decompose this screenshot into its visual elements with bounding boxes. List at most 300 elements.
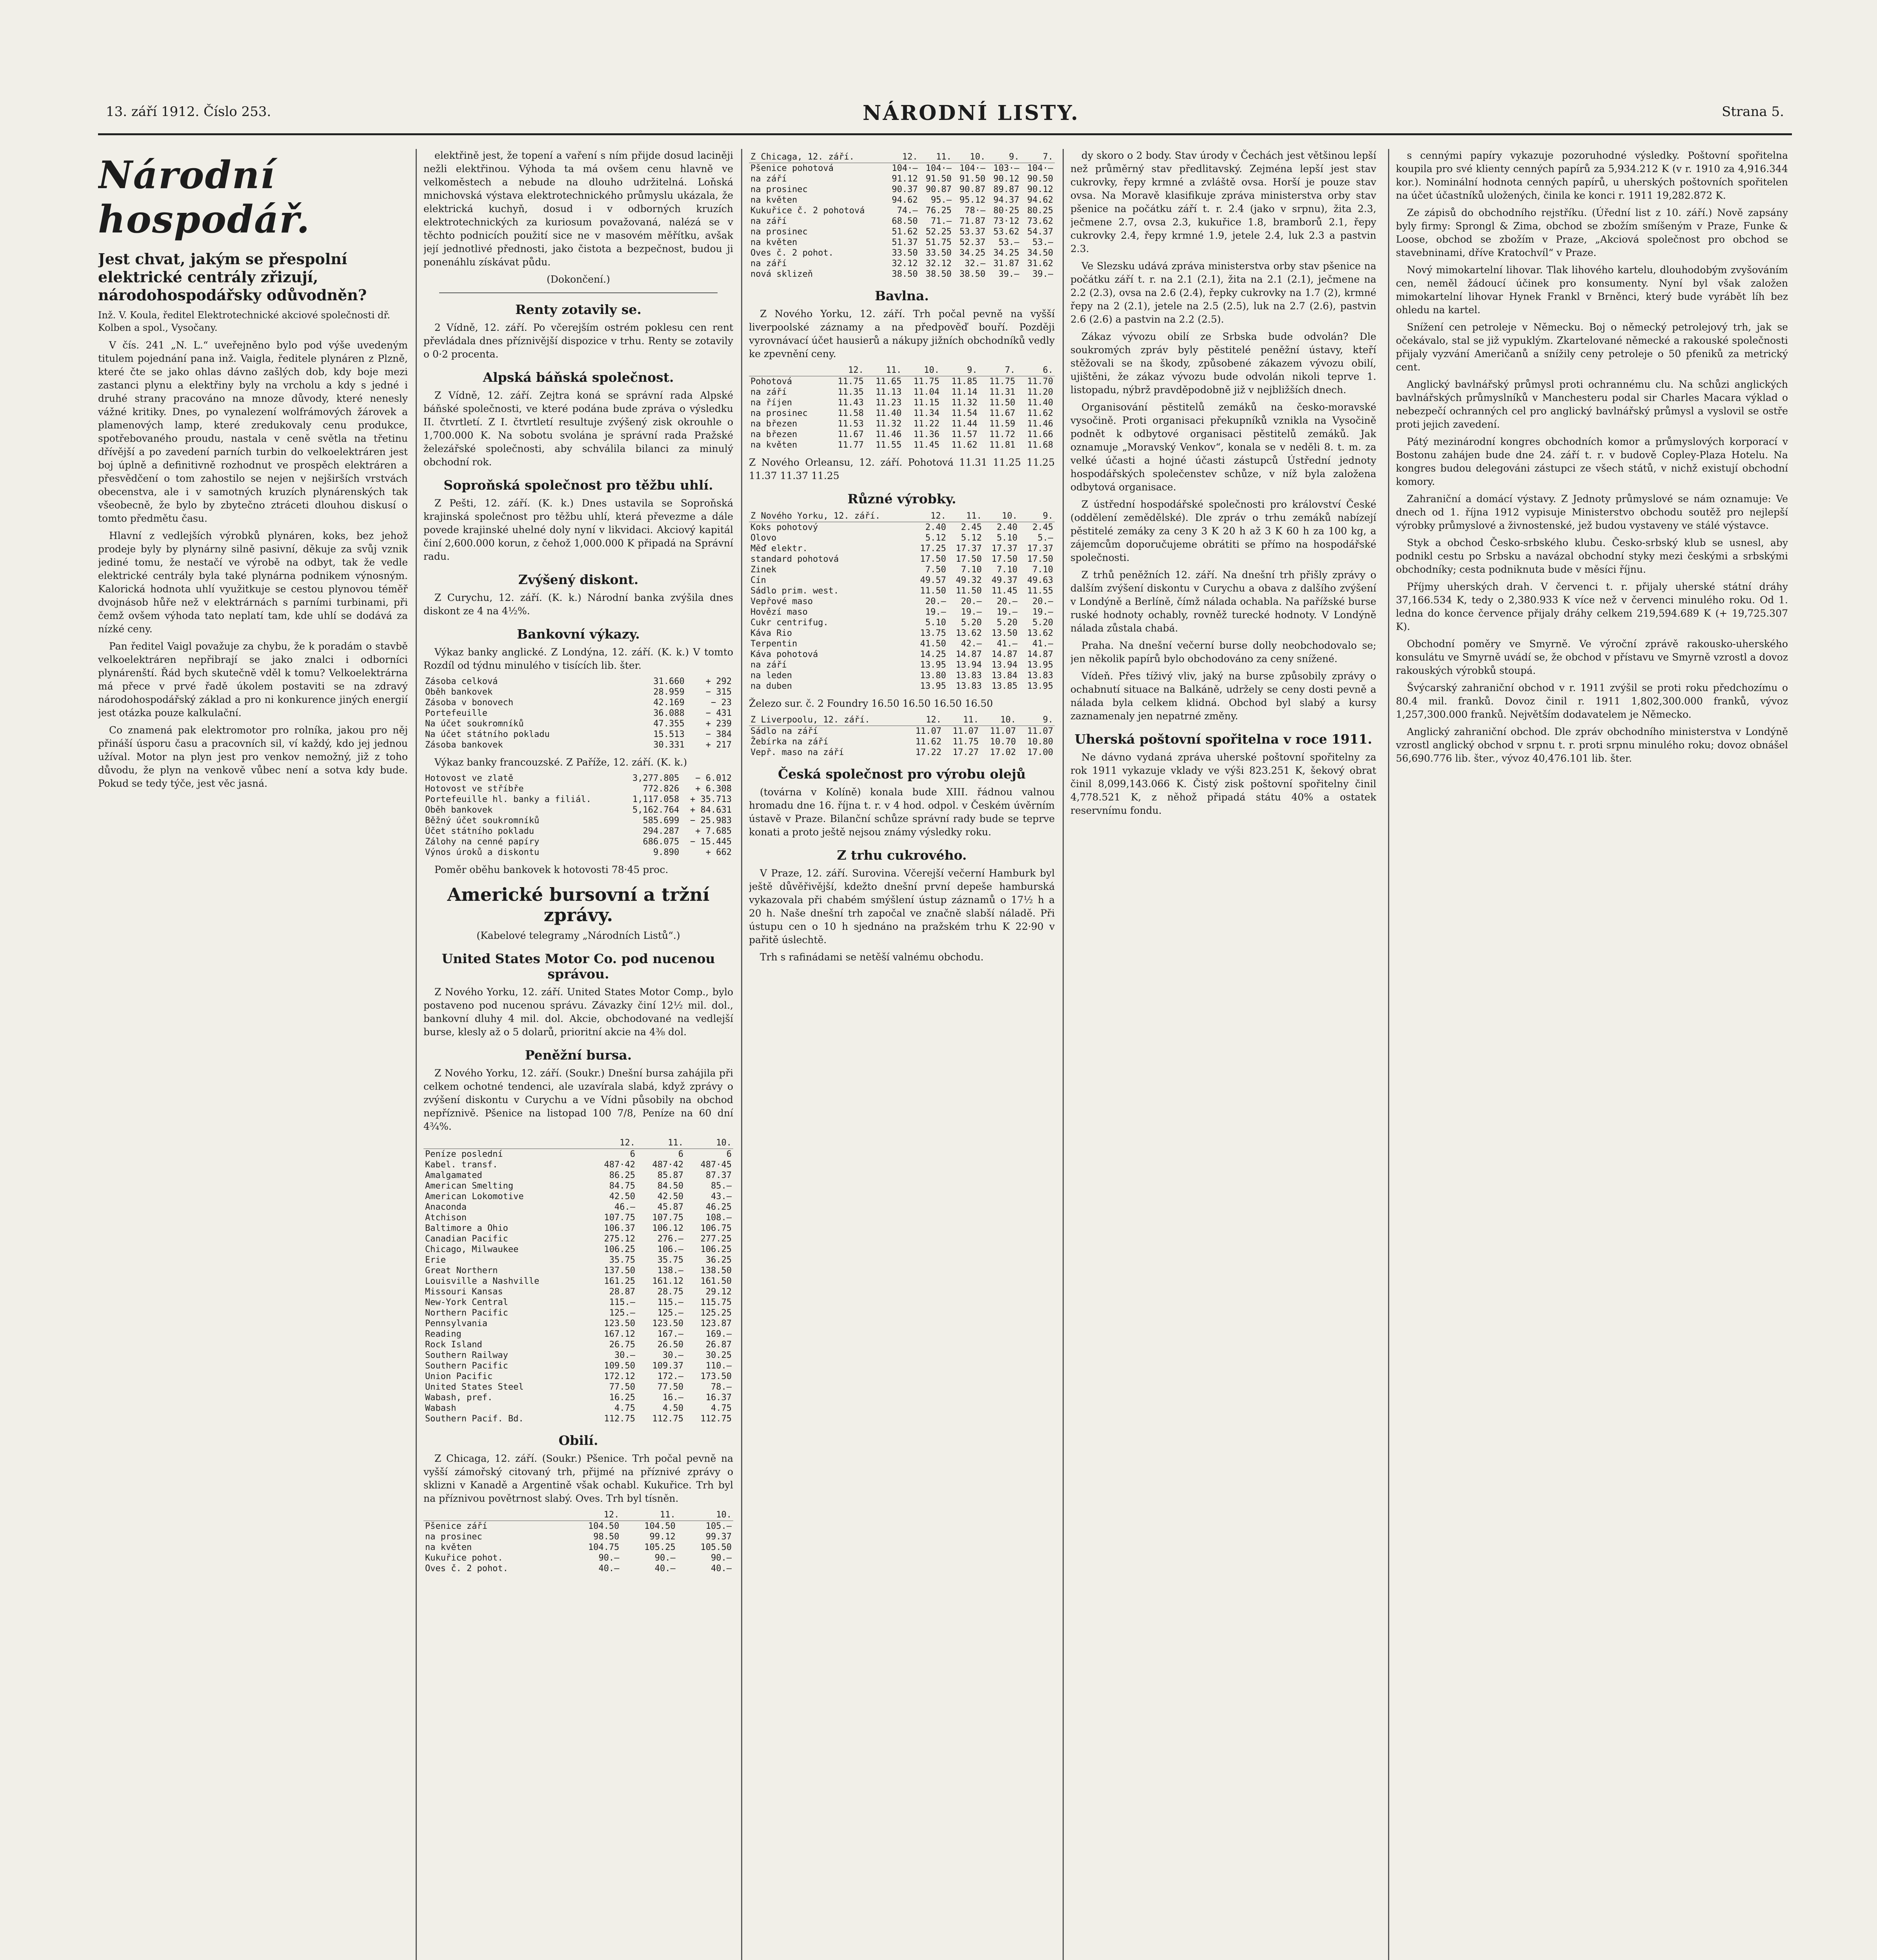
table-row xyxy=(423,794,733,805)
news-heading: Bavlna. xyxy=(875,288,929,303)
table-cell: 11.66 xyxy=(1027,430,1053,439)
column-rule xyxy=(1063,149,1064,1960)
table-cell: 78·— xyxy=(965,206,986,216)
table-cell: Chicago, Milwaukee xyxy=(425,1245,519,1254)
column-header: 12. xyxy=(906,714,943,726)
table-row xyxy=(749,586,1055,596)
table-cell: 13.83 xyxy=(1027,671,1053,681)
table-row xyxy=(423,1149,733,1160)
orleans-quote: Z Nového Orleansu, 12. září. Pohotová 11.31 11.25 11.25 11.37 11.37 11.25 xyxy=(749,457,1055,481)
column-header: 9. xyxy=(987,151,1021,163)
table-cell: 105.— xyxy=(705,1521,732,1531)
table-row xyxy=(423,1160,733,1170)
section-subtitle: (Kabelové telegramy „Národních Listů“.) xyxy=(476,930,680,941)
table-cell: 11.22 xyxy=(913,419,940,429)
table-cell: 11.55 xyxy=(1027,586,1053,596)
table-row xyxy=(749,216,1055,227)
table-cell: + 239 xyxy=(705,719,732,729)
table-cell: 105.25 xyxy=(644,1543,676,1552)
table-cell: 13.85 xyxy=(991,681,1018,691)
table-cell: Missouri Kansas xyxy=(425,1287,503,1297)
table-cell: 6 xyxy=(678,1149,683,1159)
table-cell: Southern Pacific xyxy=(425,1361,508,1371)
table-cell: 28.87 xyxy=(609,1287,635,1297)
table-cell: Měď elektr. xyxy=(750,544,808,554)
table-cell: Koks pohotový xyxy=(750,523,818,532)
table-cell: Great Northern xyxy=(425,1266,498,1276)
table-row xyxy=(423,1329,733,1339)
table-cell: 16.— xyxy=(662,1393,683,1403)
table-cell: 125.— xyxy=(657,1308,683,1318)
article-headline: Jest chvat, jakým se přespolní elektrické centrály zřizují, národohospodářsky odůvodněn? xyxy=(98,250,367,304)
table-cell: na září xyxy=(750,660,787,670)
table-row xyxy=(423,815,733,826)
table-row xyxy=(749,408,1055,419)
table-cell: Anaconda xyxy=(425,1202,467,1212)
table-cell: 487·42 xyxy=(604,1160,635,1170)
table-cell: 11.14 xyxy=(951,387,978,397)
table-cell: 16.37 xyxy=(705,1393,732,1403)
table-row xyxy=(423,687,733,697)
table-row xyxy=(423,826,733,837)
table-row xyxy=(423,1244,733,1255)
column-rule xyxy=(1388,149,1389,1960)
column-4 xyxy=(1070,149,1376,1960)
table-cell: na září xyxy=(750,216,787,226)
table-row xyxy=(423,1361,733,1371)
table-cell: 11.45 xyxy=(991,586,1018,596)
table-cell: 106.37 xyxy=(604,1223,635,1233)
table-row xyxy=(423,676,733,687)
table-cell: 104·— xyxy=(959,163,986,173)
paragraph: dy skoro o 2 body. Stav úrody v Čechách jest většinou lepší než průměrný stav předlitavský. Zejména lepší jest stav cukrovky, řepy krmné a zvláště ovsa. Horší je pouze stav ovsa. Na Moravě klasifikuje zpráva ministerstva orby stav pšenice na počátku září t. r. 2.4 (jako v srpnu), žita 2.3, ječmene 2.7, ovsa 2.3, kukuřice 1.8, bramborů 2.1, řepy cukrovky 2.4, řepy krmné 1.9, jetele 2.4, luk 2.3 a pastvin 2.3. xyxy=(1070,150,1376,254)
table-cell: 30.331 xyxy=(653,740,685,750)
news-text: Ne dávno vydaná zpráva uherské poštovní spořitelny za rok 1911 vykazuje vklady ve výši 823.251 K, šekový obrat činil 8,099,143.066 K. Čistý zisk poštovní spořitelny činil 4,778.521 K, z něhož připadá státu 40% a ostatek reservnímu fondu. xyxy=(1070,751,1376,816)
table-cell: Hotovost ve stříbře xyxy=(425,784,524,794)
table-row xyxy=(749,205,1055,216)
table-cell: 42.169 xyxy=(653,698,685,708)
table-cell: 11.46 xyxy=(1027,419,1053,429)
table-cell: 6 xyxy=(726,1149,732,1159)
table-row xyxy=(749,419,1055,429)
table-cell: − 315 xyxy=(705,687,732,697)
table-note: Poměr oběhu bankovek k hotovosti 78·45 proc. xyxy=(434,864,669,875)
table-cell: 49.57 xyxy=(920,575,946,585)
table-row xyxy=(749,248,1055,258)
table-cell: 11.75 xyxy=(838,377,864,387)
table-cell: 103·— xyxy=(993,163,1019,173)
table-cell: 89.87 xyxy=(993,185,1019,194)
table-cell: na říjen xyxy=(750,398,792,408)
table-cell: 91.50 xyxy=(925,174,952,184)
column-header: 12. xyxy=(827,365,865,376)
table-cell: 87.37 xyxy=(705,1171,732,1180)
table-cell: na květen xyxy=(750,238,798,247)
table-row xyxy=(749,397,1055,408)
table-cell: Na účet soukromníků xyxy=(425,719,524,729)
table-cell: + 6.308 xyxy=(695,784,732,794)
table-cell: na květen xyxy=(750,195,798,205)
table-cell: 11.72 xyxy=(989,430,1016,439)
column-header: 10. xyxy=(953,151,987,163)
iron-quote: Železo sur. č. 2 Foundry 16.50 16.50 16.50 16.50 xyxy=(749,698,993,709)
table-row xyxy=(423,1223,733,1234)
news-text: Z Pešti, 12. září. (K. k.) Dnes ustavila se Soproňská krajinská společnost pro těžbu uhlí, která převezme a dále povede krajinské uhelné doly nyní v likvidaci. Akciový kapitál činí 2,600.000 korun, z čehož 1,000.000 K připadá na Správní radu. xyxy=(423,497,733,562)
table-cell: Kukuřice pohot. xyxy=(425,1553,503,1563)
table-row xyxy=(423,1297,733,1308)
table-cell: 585.699 xyxy=(643,816,680,826)
table-cell: 11.62 xyxy=(1027,408,1053,418)
table-row xyxy=(749,660,1055,670)
table-cell: 13.84 xyxy=(991,671,1018,681)
table-header-row xyxy=(423,1509,733,1521)
table-cell: 36.088 xyxy=(653,708,685,718)
table-cell: 167.— xyxy=(657,1329,683,1339)
table-cell: 33.50 xyxy=(925,248,952,258)
table-cell: 17.00 xyxy=(1027,748,1053,757)
table-cell: 11.07 xyxy=(1027,726,1053,736)
table-cell: 35.75 xyxy=(609,1255,635,1265)
table-cell: 487·45 xyxy=(700,1160,732,1170)
table-cell: 17.37 xyxy=(991,544,1018,554)
table-cell: 71.87 xyxy=(959,216,986,226)
column-header: 10. xyxy=(677,1509,733,1521)
table-cell: 84.50 xyxy=(657,1181,683,1191)
table-row xyxy=(749,440,1055,450)
table-cell: Zinek xyxy=(750,565,777,575)
grain-ny-table xyxy=(423,1509,733,1574)
table-cell: 123.50 xyxy=(652,1319,683,1328)
table-cell: 17.27 xyxy=(952,748,979,757)
table-cell: 11.81 xyxy=(989,440,1016,450)
table-cell: 51.75 xyxy=(925,238,952,247)
masthead-title: NÁRODNÍ LISTY. xyxy=(863,101,1080,125)
table-cell: 11.36 xyxy=(913,430,940,439)
table-cell: 91.12 xyxy=(892,174,918,184)
table-cell: 94.37 xyxy=(993,195,1019,205)
table-cell: 86.25 xyxy=(609,1171,635,1180)
table-cell: 104.50 xyxy=(644,1521,676,1531)
table-cell: 11.85 xyxy=(951,377,978,387)
table-cell: Sádlo na září xyxy=(750,726,818,736)
news-heading: Alpská báňská společnost. xyxy=(483,370,674,385)
column-header: 11. xyxy=(919,151,953,163)
table-cell: 772.826 xyxy=(643,784,680,794)
table-caption: Výkaz banky francouzské. Z Paříže, 12. září. (K. k.) xyxy=(434,757,687,768)
table-cell: 17.50 xyxy=(956,554,982,564)
table-row xyxy=(423,729,733,740)
table-cell: 123.87 xyxy=(700,1319,732,1328)
table-cell: 5.20 xyxy=(1032,618,1053,628)
table-row xyxy=(749,747,1055,758)
table-cell: 11.32 xyxy=(951,398,978,408)
article-body xyxy=(98,339,408,790)
table-cell: 54.37 xyxy=(1027,227,1053,237)
table-cell: 11.44 xyxy=(951,419,978,429)
table-cell: Běžný účet soukromníků xyxy=(425,816,540,826)
table-cell: 53.37 xyxy=(959,227,986,237)
paragraph: Zákaz vývozu obilí ze Srbska bude odvolán? Dle soukromých zpráv byly pěstitelé peněžní ústavy, kteří stěžovali se na škody, způsobené zákazem vývozu obilí, ujištěni, že zákaz vývozu bude odvolán nikoli teprve 1. listopadu, nýbrž pravděpodobně již v nejbližších dnech. xyxy=(1070,331,1376,396)
paragraph: Z ústřední hospodářské společnosti pro království České (oddělení zemědělské). Dle zpráv o trhu zemáků nabízejí pěstitelé zemáky za ceny 3 K 20 h až 3 K 60 h za 100 kg, a zájemcům doporučujeme obrátiti se přímo na hospodářské společnosti. xyxy=(1070,499,1376,563)
table-cell: 11.04 xyxy=(913,387,940,397)
table-cell: Portefeuille xyxy=(425,708,487,718)
table-cell: Baltimore a Ohio xyxy=(425,1223,508,1233)
page-number: Strana 5. xyxy=(1722,104,1784,120)
table-row xyxy=(749,670,1055,681)
table-row xyxy=(423,837,733,847)
table-cell: 26.50 xyxy=(657,1340,683,1350)
paragraph: Organisování pěstitelů zemáků na česko-moravské vysočině. Proti organisaci překupníků vznikla na Vysočině podnět k odbytové organisaci pěstitelů zemáků. Jak oznamuje „Moravský Venkov“, konala se v neděli 8. t. m. za velké účasti a hojné účasti zástupců Ústřední jednoty hospodářských společenstev schůze, v níž byla založena odbytová organisace. xyxy=(1070,401,1376,493)
bank-england-table xyxy=(423,676,733,750)
table-cell: 7.10 xyxy=(1032,565,1053,575)
table-cell: 13.80 xyxy=(920,671,946,681)
table-cell: 13.62 xyxy=(1027,628,1053,638)
table-cell: 85.87 xyxy=(657,1171,683,1180)
paragraph: Obchodní poměry ve Smyrně. Ve výroční zprávě rakousko-uherského konsulátu ve Smyrně uvádí se, že obchod v přístavu ve Smyrně vzrostl a dovoz rakouských výrobků stoupá. xyxy=(1396,638,1788,676)
table-cell: 2.40 xyxy=(996,523,1018,532)
table-cell: 161.12 xyxy=(652,1276,683,1286)
table-cell: 106.— xyxy=(657,1245,683,1254)
table-cell: Pšenice pohotová xyxy=(750,163,834,173)
table-cell: 98.50 xyxy=(593,1532,620,1542)
table-cell: 49.63 xyxy=(1027,575,1053,585)
bank-france-table xyxy=(423,773,733,858)
column-header: 10. xyxy=(903,365,941,376)
table-cell: American Smelting xyxy=(425,1181,514,1191)
table-cell: Hovězí maso xyxy=(750,607,808,617)
table-cell: 95.12 xyxy=(959,195,986,205)
table-cell: Pennsylvania xyxy=(425,1319,487,1328)
table-cell: nová sklizeň xyxy=(750,269,813,279)
table-cell: na září xyxy=(750,259,787,269)
table-cell: 109.37 xyxy=(652,1361,683,1371)
paragraph: Styk a obchod Česko-srbského klubu. Česko-srbský klub se usnesl, aby podnikl cestu po Srbsku a navázal obchodní styky mezi českými a srbskými obchodníky; cesta podniknuta bude v měsíci říjnu. xyxy=(1396,537,1788,575)
table-row xyxy=(423,1542,733,1553)
table-cell: 7.50 xyxy=(925,565,946,575)
nyse-quotes-table xyxy=(423,1137,733,1424)
table-cell: 115.— xyxy=(609,1298,635,1307)
paragraph: Ze zápisů do obchodního rejstříku. (Úřední list z 10. září.) Nově zapsány byly firmy: Sprongl & Zima, obchod se zbožím smíšeným v Praze, Funke & Loose, obchod se zbožím v Praze, „Akciová společnost pro obchod se stavebninami, dříve Kratochvíl“ v Praze. xyxy=(1396,207,1788,258)
table-cell: 112.75 xyxy=(700,1414,732,1424)
table-cell: 11.40 xyxy=(1027,398,1053,408)
table-cell: Oves č. 2 pohot. xyxy=(750,248,834,258)
table-cell: 30.— xyxy=(662,1350,683,1360)
table-cell: 173.50 xyxy=(700,1372,732,1381)
table-cell: 107.75 xyxy=(604,1213,635,1223)
table-cell: 13.50 xyxy=(991,628,1018,638)
table-cell: 71.— xyxy=(930,216,952,226)
table-cell: Cukr centrifug. xyxy=(750,618,829,628)
table-cell: 90.12 xyxy=(1027,185,1053,194)
table-cell: 686.075 xyxy=(643,837,680,847)
table-cell: 26.75 xyxy=(609,1340,635,1350)
table-cell: 53.— xyxy=(1032,238,1053,247)
table-cell: Pohotová xyxy=(750,377,792,387)
table-cell: 104·— xyxy=(925,163,952,173)
table-cell: 167.12 xyxy=(604,1329,635,1339)
table-row xyxy=(423,1276,733,1287)
news-text: Trh s rafinádami se netěší valnému obchodu. xyxy=(760,951,984,963)
table-header-row xyxy=(749,151,1055,163)
separator xyxy=(439,292,718,293)
table-cell: 40.— xyxy=(654,1564,676,1573)
table-row xyxy=(423,1318,733,1329)
table-row xyxy=(749,522,1055,533)
paragraph: Hlavní z vedlejších výrobků plynáren, koks, bez jehož prodeje byly by plynárny silně pasivní, děkuje za svůj vznik jediné tomu, že nestačí ve výrobě na odbyt, tak že vedle elektrické centrály byla také plynárna podnikem výnosným. Kalorická hodnota uhlí využitkuje se cestou plynovou téměř dvojnásob hůře než v elektrárnách s parními turbinami, při čemž ovšem výhoda tato neplatí tam, kde uhlí se dodává za nízké ceny. xyxy=(98,530,408,635)
news-heading: Zvýšený diskont. xyxy=(518,572,639,587)
table-cell: 31.87 xyxy=(993,259,1019,269)
table-row xyxy=(423,1265,733,1276)
table-row xyxy=(423,697,733,708)
table-row xyxy=(423,1255,733,1265)
paragraph: Co znamená pak elektromotor pro rolníka, jakou pro něj přináší úsporu času a pracovních sil, ví každý, kdo jej jednou užíval. Motor na plyn jest pro venkov nemožný, již z toho důvodu, že plyn na venkově vůbec není a sotva kdy bude. Pokud se tedy týče, jest věc jasná. xyxy=(98,724,408,789)
table-cell: 17.50 xyxy=(1027,554,1053,564)
table-cell: 13.83 xyxy=(956,681,982,691)
table-cell: 5.12 xyxy=(925,533,946,543)
table-cell: 169.— xyxy=(705,1329,732,1339)
table-cell: 19.— xyxy=(1032,607,1053,617)
table-cell: 104.75 xyxy=(588,1543,620,1552)
news-text: 2 Vídně, 12. září. Po včerejším ostrém poklesu cen rent převládala dnes příznivější dispozice v trhu. Renty se zotavily o 0·2 procenta. xyxy=(423,322,733,360)
table-row xyxy=(749,596,1055,607)
table-cell: 91.50 xyxy=(959,174,986,184)
news-heading: Česká společnost pro výrobu olejů xyxy=(778,766,1026,782)
paragraph: Snížení cen petroleje v Německu. Boj o německý petrolejový trh, jak se očekávalo, stal se již vypuklým. Zkartelované německé a rakouské společnosti přijaly vyzvání Američanů a snížily ceny petroleje o 50 pfeniků za metrický cent. xyxy=(1396,321,1788,373)
table-cell: 40.— xyxy=(711,1564,732,1573)
column-header: 12. xyxy=(912,510,948,522)
table-cell: Vepřové maso xyxy=(750,597,813,606)
table-cell: 11.07 xyxy=(915,726,942,736)
table-cell: na prosinec xyxy=(750,408,808,418)
table-cell: 11.34 xyxy=(913,408,940,418)
table-cell: 32.12 xyxy=(925,259,952,269)
table-cell: 30.— xyxy=(614,1350,635,1360)
table-cell: Oves č. 2 pohot. xyxy=(425,1564,508,1573)
news-heading: Různé výrobky. xyxy=(847,491,956,506)
table-cell: 51.37 xyxy=(892,238,918,247)
table-cell: Na účet státního pokladu xyxy=(425,730,550,739)
table-row xyxy=(749,258,1055,269)
table-cell: 1,117.058 xyxy=(632,795,680,804)
table-cell: 13.62 xyxy=(956,628,982,638)
table-cell: 46.— xyxy=(614,1202,635,1212)
table-cell: 2.40 xyxy=(925,523,946,532)
table-row xyxy=(749,174,1055,184)
table-cell: Wabash xyxy=(425,1403,456,1413)
table-cell: 5,162.764 xyxy=(632,805,680,815)
table-cell: − 25.983 xyxy=(690,816,732,826)
table-cell: Sádlo prim. west. xyxy=(750,586,839,596)
paragraph: Praha. Na dnešní večerní burse dolly neobchodovalo se; jen několik papírů bylo obchodováno za ceny snížené. xyxy=(1070,640,1376,664)
table-cell: + 292 xyxy=(705,677,732,686)
table-cell: Zásoba bankovek xyxy=(425,740,503,750)
news-heading: Obilí. xyxy=(558,1433,598,1448)
table-cell: Účet státního pokladu xyxy=(425,826,534,836)
table-cell: 11.59 xyxy=(989,419,1016,429)
table-cell: 78.— xyxy=(711,1382,732,1392)
table-cell: Zálohy na cenné papíry xyxy=(425,837,540,847)
table-cell: na duben xyxy=(750,681,792,691)
table-cell: 106.25 xyxy=(700,1245,732,1254)
table-cell: 5.20 xyxy=(961,618,982,628)
table-row xyxy=(423,1212,733,1223)
table-cell: Pšenice září xyxy=(425,1521,487,1531)
table-cell: 17.37 xyxy=(1027,544,1053,554)
table-header-row xyxy=(749,714,1055,726)
column-header: 9. xyxy=(1019,510,1055,522)
table-cell: 13.94 xyxy=(991,660,1018,670)
table-cell: 11.70 xyxy=(1027,377,1053,387)
table-cell: na prosinec xyxy=(750,227,808,237)
news-text: (továrna v Kolíně) konala bude XIII. řádnou valnou hromadu dne 16. října t. r. v 4 hod. odpol. v Českém úvěrním ústavě v Praze. Bilanční schůze správní rady bude se teprve konati a proto ještě nejsou známy výsledky roku. xyxy=(749,786,1055,838)
news-heading: Z trhu cukrového. xyxy=(837,848,967,863)
table-cell: 90.50 xyxy=(1027,174,1053,184)
column-rule xyxy=(416,149,417,1960)
table-cell: 7.10 xyxy=(961,565,982,575)
table-cell: 172.12 xyxy=(604,1372,635,1381)
column-header: 11. xyxy=(637,1137,685,1149)
table-cell: 16.25 xyxy=(609,1393,635,1403)
table-cell: 84.75 xyxy=(609,1181,635,1191)
table-cell: 77.50 xyxy=(657,1382,683,1392)
table-cell: 34.25 xyxy=(959,248,986,258)
table-cell: Southern Railway xyxy=(425,1350,508,1360)
table-cell: 5.— xyxy=(1038,533,1053,543)
table-cell: 14.87 xyxy=(956,650,982,659)
table-cell: 19.— xyxy=(925,607,946,617)
table-cell: 95.— xyxy=(930,195,952,205)
table-cell: 125.— xyxy=(609,1308,635,1318)
table-row xyxy=(423,1308,733,1318)
table-cell: − 23 xyxy=(711,698,732,708)
table-row xyxy=(749,681,1055,691)
table-cell: 53.— xyxy=(998,238,1019,247)
table-cell: 487·42 xyxy=(652,1160,683,1170)
section-banner: Americké bursovní a tržní zprávy. xyxy=(447,884,710,926)
table-cell: 52.25 xyxy=(925,227,952,237)
column-header xyxy=(423,1137,589,1149)
news-text: Z Chicaga, 12. září. (Soukr.) Pšenice. Trh počal pevně na vyšší zámořský citovaný trh, přijmé na příznivé zprávy o sklizni v Kanadě a Argentině však ochabl. Kukuřice. Trh byl na příznivou povětrnost slabý. Oves. Trh byl tísněn. xyxy=(423,1453,733,1504)
table-cell: 20.— xyxy=(925,597,946,606)
table-cell: 11.43 xyxy=(838,398,864,408)
table-cell: 90.37 xyxy=(892,185,918,194)
paragraph: V čís. 241 „N. L.“ uveřejněno bylo pod výše uvedeným titulem pojednání pana inž. Vaigla, ředitele plynáren z Plzně, které čte se jako ohlas dávno zašlých dob, kdy boje mezi zastanci plynu a elektřiny byly na vrcholu a kdy s jedné i druhé strany pracováno na mnoze důvody, které nenesly vážné kritiky. Dnes, po vynalezení wolfrámových žárovek a plamenových lamp, které zredukovaly cenu produkce, spotřebovaného proudu, nastala v ceně světla na třetinu dřívější a po zavedení parních turbin do velkoelektráren jest boj úplně a definitivně rozhodnut ve prospěch elektráren a přesvědčení o tom zahostilo se nejen v nejširších vrstvách obecenstva, ale i v samotných kruzích plynárenských tak všeobecně, že bylo by zbytečno ztráceti dlouhou diskusí o tomto předmětu času. xyxy=(98,339,408,524)
table-row xyxy=(749,628,1055,639)
table-cell: Peníze poslední xyxy=(425,1149,503,1159)
table-cell: 13.94 xyxy=(956,660,982,670)
table-cell: Northern Pacific xyxy=(425,1308,508,1318)
table-row xyxy=(423,1532,733,1542)
table-cell: 112.75 xyxy=(652,1414,683,1424)
table-cell: 106.12 xyxy=(652,1223,683,1233)
table-row xyxy=(423,719,733,729)
table-cell: 17.50 xyxy=(991,554,1018,564)
table-cell: 73.62 xyxy=(1027,216,1053,226)
article-body xyxy=(423,149,733,269)
paragraph: Z trhů peněžních 12. září. Na dnešní trh přišly zprávy o dalším zvýšení diskontu v Curychu a obava z dalšího zvýšení v Londýně a Berlíně, čímž nálada ochabla. Na pařížské burse ruské hodnoty ochably, rovněž turecké hodnoty. V Londýně nálada zůstala chabá. xyxy=(1070,569,1376,634)
column-header: 10. xyxy=(980,714,1018,726)
paragraph: Švýcarský zahraniční obchod v r. 1911 zvýšil se proti roku předchozímu o 80.4 mil. franků. Dovoz činil r. 1911 1,802,300.000 franků, vývoz 1,257,300.000 franků. Největším dodavatelem je Německo. xyxy=(1396,682,1788,720)
table-cell: 46.25 xyxy=(705,1202,732,1212)
table-row xyxy=(423,1339,733,1350)
table-cell: 76.25 xyxy=(925,206,952,216)
column-header: 9. xyxy=(1018,714,1055,726)
table-cell: 137.50 xyxy=(604,1266,635,1276)
table-cell: Atchison xyxy=(425,1213,467,1223)
table-cell: Výnos úroků a diskontu xyxy=(425,848,540,857)
table-cell: 36.25 xyxy=(705,1255,732,1265)
paragraph: Příjmy uherských drah. V červenci t. r. přijaly uherské státní dráhy 37,166.534 K, tedy o 2,380.933 K více než v červenci minulého roku. Od 1. ledna do konce července přijaly dráhy celkem 219,594.689 K (+ 19,725.307 K). xyxy=(1396,581,1788,632)
